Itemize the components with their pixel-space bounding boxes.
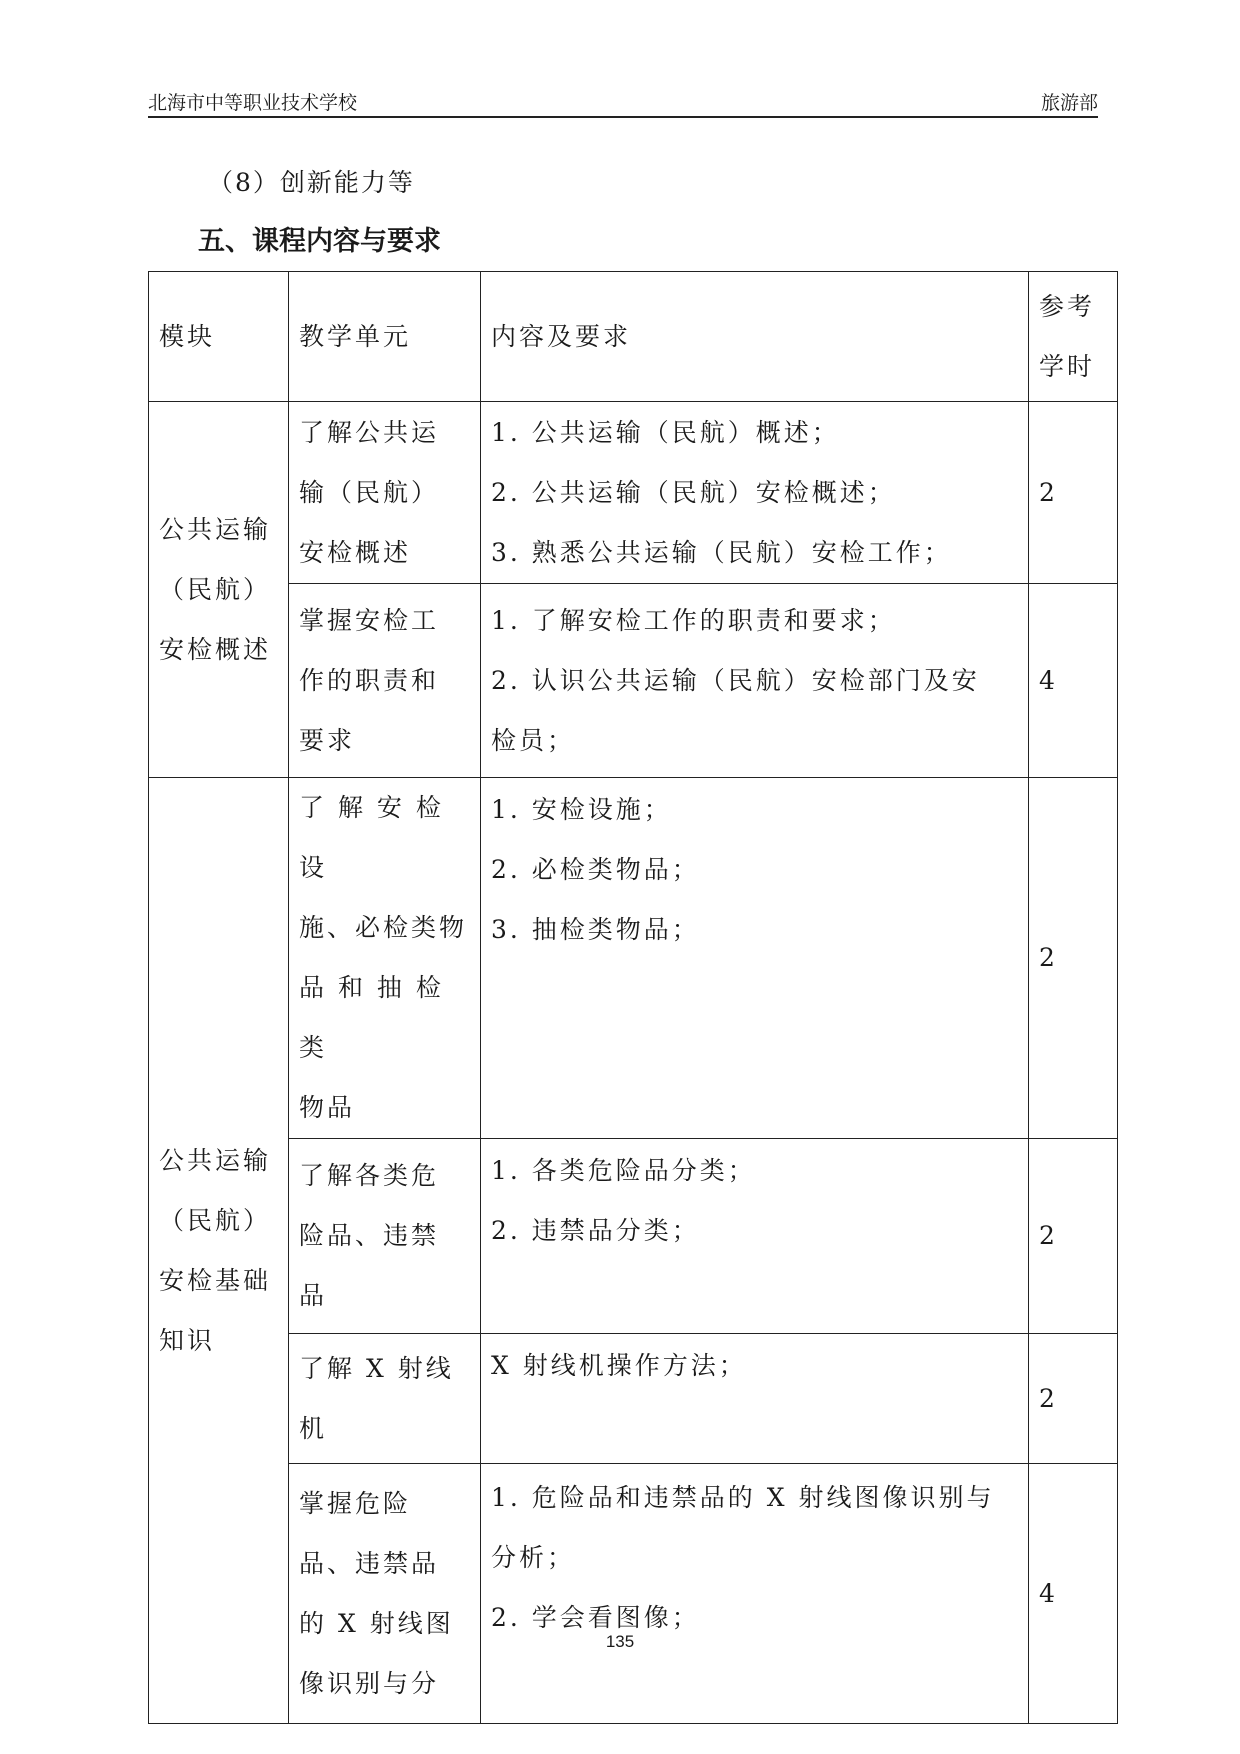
- header-divider: [148, 116, 1098, 118]
- section-title: 五、课程内容与要求: [198, 226, 441, 257]
- table-row: [149, 778, 1118, 1139]
- table-header-row: [149, 272, 1118, 402]
- header-content: 内容及要求: [481, 272, 1029, 402]
- unit-cell: 了 解 安 检 设 施、必检类物 品 和 抽 检 类 物品: [289, 778, 481, 1139]
- hours-cell: 4: [1029, 1464, 1118, 1724]
- header-school: 北海市中等职业技术学校: [148, 92, 358, 114]
- unit-cell: 掌握危险 品、违禁品 的 X 射线图 像识别与分: [289, 1464, 481, 1724]
- content-cell: 1. 公共运输（民航）概述； 2. 公共运输（民航）安检概述； 3. 熟悉公共运输（民航）安检工作；: [481, 402, 1029, 584]
- hours-cell: 4: [1029, 584, 1118, 778]
- table-row: [149, 1139, 1118, 1334]
- hours-cell: 2: [1029, 1334, 1118, 1464]
- table-row: [149, 1334, 1118, 1464]
- header-module: 模块: [149, 272, 289, 402]
- header-hours: 参考 学时: [1029, 272, 1118, 402]
- header-department: 旅游部: [1040, 92, 1098, 114]
- table-row: [149, 584, 1118, 778]
- hours-cell: 2: [1029, 402, 1118, 584]
- unit-cell: 了解各类危 险品、违禁 品: [289, 1139, 481, 1334]
- course-content-table: [148, 271, 1118, 1724]
- content-cell: 1. 了解安检工作的职责和要求； 2. 认识公共运输（民航）安检部门及安 检员；: [481, 584, 1029, 778]
- table-row: [149, 1464, 1118, 1724]
- hours-cell: 2: [1029, 778, 1118, 1139]
- page-number: 135: [605, 1632, 635, 1651]
- unit-cell: 掌握安检工 作的职责和 要求: [289, 584, 481, 778]
- table-row: [149, 402, 1118, 584]
- content-cell: X 射线机操作方法；: [481, 1334, 1029, 1464]
- unit-cell: 了解 X 射线 机: [289, 1334, 481, 1464]
- hours-cell: 2: [1029, 1139, 1118, 1334]
- content-cell: 1. 各类危险品分类； 2. 违禁品分类；: [481, 1139, 1029, 1334]
- intro-text: （8）创新能力等: [208, 168, 415, 197]
- module-cell: 公共运输 （民航） 安检概述: [149, 402, 289, 778]
- content-cell: 1. 危险品和违禁品的 X 射线图像识别与 分析； 2. 学会看图像；: [481, 1464, 1029, 1724]
- unit-cell: 了解公共运 输（民航） 安检概述: [289, 402, 481, 584]
- module-cell: 公共运输 （民航） 安检基础 知识: [149, 778, 289, 1724]
- header-unit: 教学单元: [289, 272, 481, 402]
- content-cell: 1. 安检设施； 2. 必检类物品； 3. 抽检类物品；: [481, 778, 1029, 1139]
